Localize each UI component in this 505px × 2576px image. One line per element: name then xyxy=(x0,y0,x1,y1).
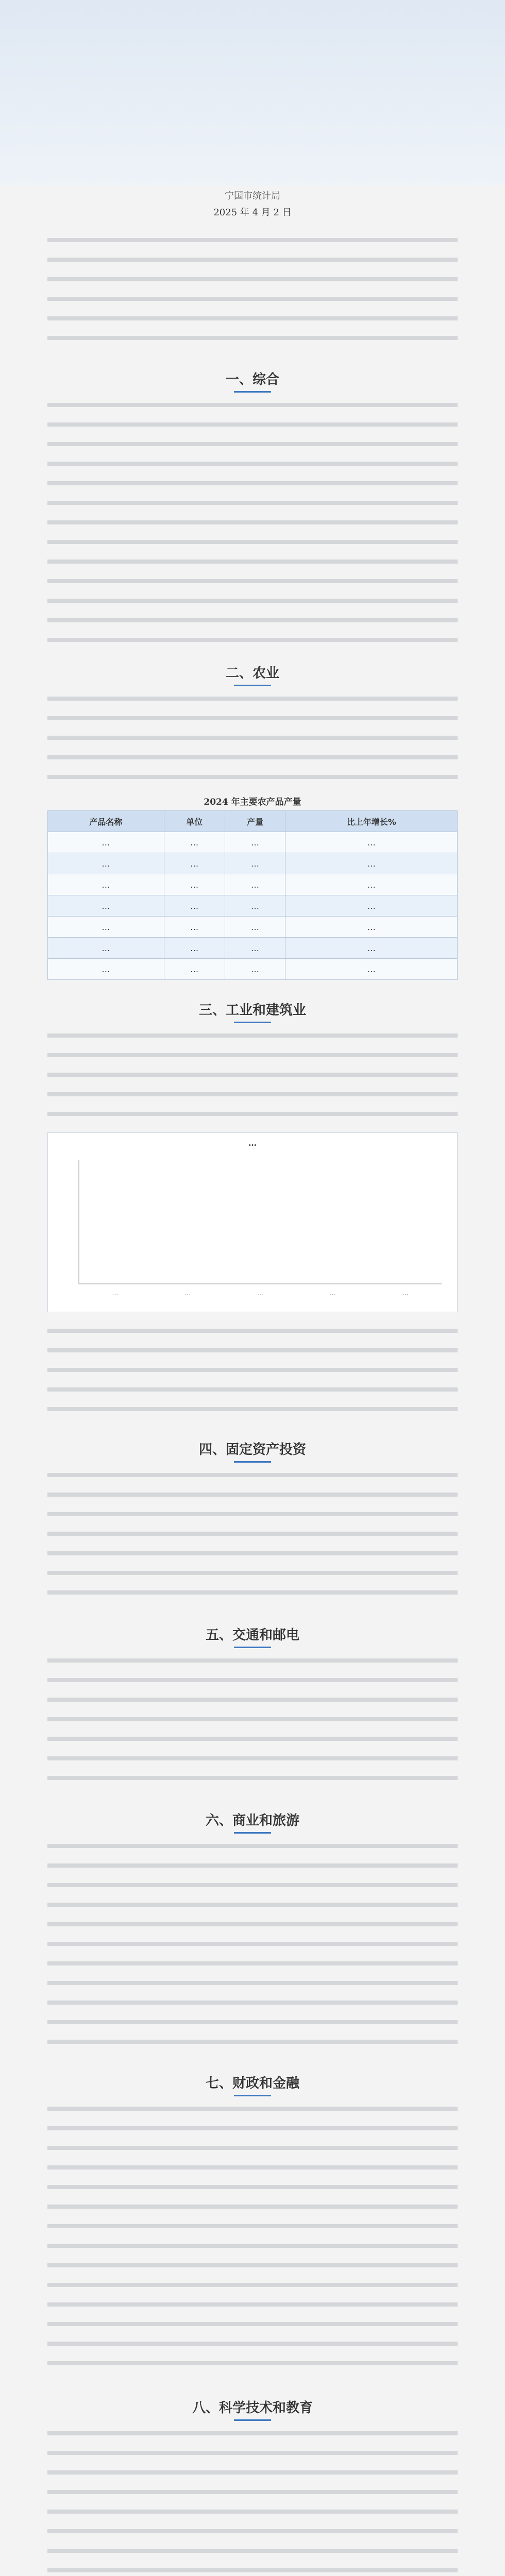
table-header: 产品名称 xyxy=(48,811,164,832)
section-title: 三、工业和建筑业 xyxy=(47,999,458,1023)
section-text xyxy=(47,1466,458,1605)
x-tick-label: … xyxy=(402,1290,409,1297)
table-cell: … xyxy=(285,938,458,959)
publisher: 宁国市统计局 xyxy=(225,191,280,201)
section-title: 六、商业和旅游 xyxy=(47,1810,458,1834)
section-title: 一、综合 xyxy=(47,369,458,393)
table-cell: … xyxy=(225,832,285,853)
data-table xyxy=(47,810,458,980)
table-cell: … xyxy=(225,853,285,874)
table-cell: … xyxy=(225,938,285,959)
intro-text xyxy=(47,231,458,349)
table-header: 单位 xyxy=(164,811,225,832)
table-row xyxy=(48,832,458,853)
table-row xyxy=(48,938,458,959)
table-cell: … xyxy=(164,874,225,895)
table-cell: … xyxy=(285,832,458,853)
table-cell: … xyxy=(225,895,285,917)
table-cell: … xyxy=(48,832,164,853)
section-text xyxy=(47,1651,458,1790)
section-text xyxy=(47,2424,458,2576)
x-tick-label: … xyxy=(329,1290,336,1297)
section-title: 八、科学技术和教育 xyxy=(47,2397,458,2421)
table-cell: … xyxy=(164,938,225,959)
publish-date: 2025 年 4 月 2 日 xyxy=(213,207,292,218)
table-cell: … xyxy=(164,917,225,938)
table-cell: … xyxy=(48,895,164,917)
table-cell: … xyxy=(225,874,285,895)
x-tick-label: … xyxy=(257,1290,263,1297)
table-cell: … xyxy=(164,853,225,874)
line-chart-svg xyxy=(53,1150,452,1304)
table-cell: … xyxy=(225,917,285,938)
table-row xyxy=(48,853,458,874)
section-title: 五、交通和邮电 xyxy=(47,1624,458,1648)
table-cell: … xyxy=(225,959,285,980)
section-text xyxy=(47,1026,458,1124)
section-title: 二、农业 xyxy=(47,663,458,686)
main-content xyxy=(0,189,505,2576)
section-text xyxy=(47,396,458,643)
table-row xyxy=(48,874,458,895)
table-cell: … xyxy=(48,917,164,938)
table-header: 比上年增长% xyxy=(285,811,458,832)
x-tick-label: … xyxy=(184,1290,191,1297)
section-text xyxy=(47,2099,458,2378)
section-text xyxy=(47,1321,458,1419)
table-cell: … xyxy=(48,874,164,895)
x-tick-label: … xyxy=(112,1290,119,1297)
section-title: 七、财政和金融 xyxy=(47,2073,458,2096)
table-cell: … xyxy=(285,895,458,917)
section-text xyxy=(47,689,458,787)
table-cell: … xyxy=(164,832,225,853)
crop-table xyxy=(47,794,458,980)
section-title: 四、固定资产投资 xyxy=(47,1439,458,1463)
table-cell: … xyxy=(285,959,458,980)
table-cell: … xyxy=(48,959,164,980)
table-row xyxy=(48,895,458,917)
table-row xyxy=(48,917,458,938)
table-cell: … xyxy=(48,853,164,874)
section-text xyxy=(47,1837,458,2053)
line-chart xyxy=(47,1132,458,1312)
table-cell: … xyxy=(164,895,225,917)
table-cell: … xyxy=(285,917,458,938)
table-header: 产量 xyxy=(225,811,285,832)
chart-title: … xyxy=(248,1138,257,1148)
table-cell: … xyxy=(48,938,164,959)
table-cell: … xyxy=(285,874,458,895)
table-row xyxy=(48,959,458,980)
table-cell: … xyxy=(285,853,458,874)
table-caption: 2024 年主要农产品产量 xyxy=(204,797,301,807)
table-cell: … xyxy=(164,959,225,980)
header-banner xyxy=(0,0,505,185)
